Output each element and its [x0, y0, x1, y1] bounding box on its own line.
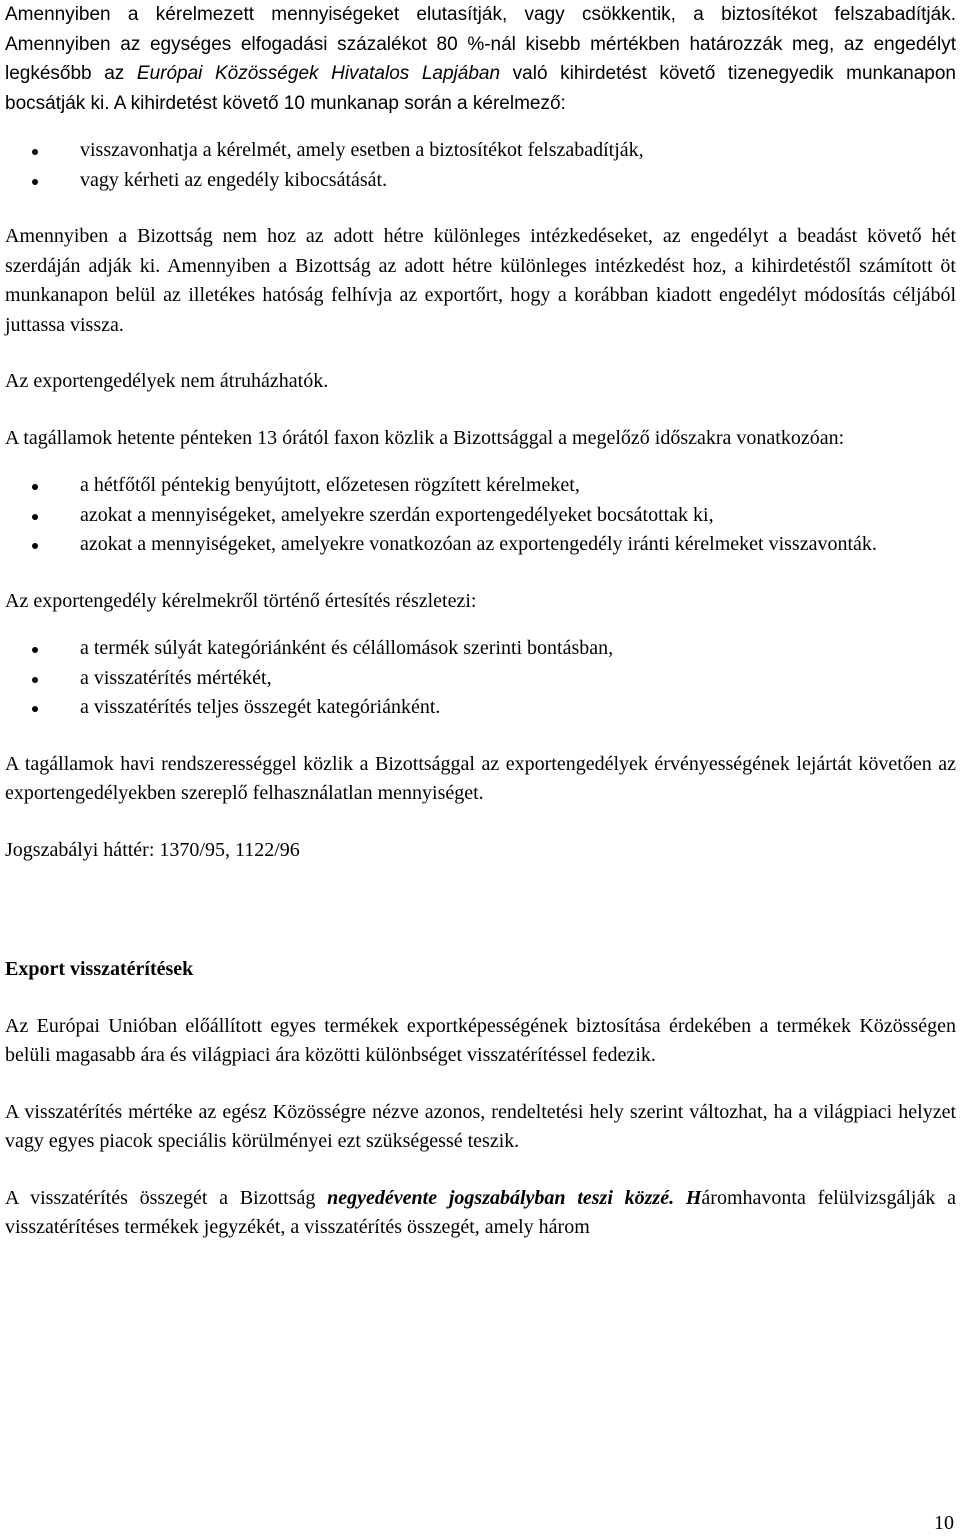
- list-item: a termék súlyát kategóriánként és célállomások szerinti bontásban,: [5, 634, 956, 664]
- paragraph-issuance: Amennyiben a Bizottság nem hoz az adott hétre különleges intézkedéseket, az engedélyt a beadást követő hét szerdáján adják ki. Amennyiben a Bizottság az adott hétre különleges intézkedést hoz, a kihirdetéstől számított öt munkanapon belül az illetékes hatóság felhívja az exportőrt, hogy a korábban kiadott engedélyt módosítás céljából juttassa vissza.: [5, 225, 956, 336]
- list-item: vagy kérheti az engedély kibocsátását.: [5, 166, 956, 196]
- paragraph-refund-amount: A visszatérítés összegét a Bizottság negyedévente jogszabályban teszi közzé. Háromhavonta felülvizsgálják a visszatérítéses termékek jegyzékét, a visszatérítés összegét, amely három: [5, 1186, 956, 1238]
- bullet-icon: [32, 149, 38, 155]
- paragraph-non-transferable: Az exportengedélyek nem átruházhatók.: [5, 370, 329, 392]
- bullet-icon: [32, 514, 38, 520]
- bullet-icon: [32, 484, 38, 490]
- emphasis-text: negyedévente jogszabályban teszi közzé. H: [327, 1186, 702, 1209]
- paragraph-weekly-fax: A tagállamok hetente pénteken 13 órától faxon közlik a Bizottsággal a megelőző időszakra vonatkozóan:: [5, 426, 845, 449]
- bullet-icon: [32, 677, 38, 683]
- list-item: visszavonhatja a kérelmét, amely esetben a biztosítékot felszabadítják,: [5, 136, 956, 166]
- bullet-icon: [32, 543, 38, 549]
- legal-basis: Jogszabályi háttér: 1370/95, 1122/96: [5, 838, 300, 861]
- intro-text-2: való kihirdetést követő tizenegyedik munkanapon bocsátják ki. A kihirdetést követő 10 munkanap során a kérelmező:: [5, 63, 957, 114]
- document-page: [5, 0, 956, 1243]
- page-number: 10: [934, 1512, 954, 1534]
- intro-italic-text: Európai Közösségek Hivatalos Lapjában: [136, 63, 501, 84]
- bullet-icon: [32, 179, 38, 185]
- bullet-icon: [32, 706, 38, 712]
- list-item: a hétfőtől péntekig benyújtott, előzetesen rögzített kérelmeket,: [5, 471, 956, 501]
- weekly-report-list: [5, 471, 956, 560]
- list-item: azokat a mennyiségeket, amelyekre vonatkozóan az exportengedély iránti kérelmeket visszavonták.: [5, 530, 956, 560]
- section-heading: Export visszatérítések: [5, 958, 194, 980]
- list-item: azokat a mennyiségeket, amelyekre szerdán exportengedélyeket bocsátottak ki,: [5, 501, 956, 531]
- list-item: a visszatérítés mértékét,: [5, 664, 956, 694]
- intro-text-1: Amennyiben a kérelmezett mennyiségeket elutasítják, vagy csökkentik, a biztosítékot felszabadítják. Amennyiben az egységes elfogadási százalékot 80 %-nál kisebb mértékben határozzák meg, az engedélyt legkésőbb az: [5, 4, 956, 84]
- applicant-options-list: [5, 136, 956, 195]
- paragraph-refund-purpose: Az Európai Unióban előállított egyes termékek exportképességének biztosítása érdekében a termékek Közösségen belüli magasabb ára és világpiaci ára közötti különbséget visszatérítéssel fedezik.: [5, 1014, 956, 1066]
- bullet-icon: [32, 647, 38, 653]
- list-item: a visszatérítés teljes összegét kategóriánként.: [5, 693, 956, 723]
- paragraph-monthly-report: A tagállamok havi rendszerességgel közlik a Bizottsággal az exportengedélyek érvényességének lejártát követően az exportengedélyekben szereplő felhasználatlan mennyiséget.: [5, 752, 956, 804]
- notification-details-list: [5, 634, 956, 723]
- paragraph-refund-rate: A visszatérítés mértéke az egész Közösségre nézve azonos, rendeltetési hely szerint változhat, ha a világpiaci helyzet vagy egyes piacok speciális körülményei ezt szükségessé teszik.: [5, 1100, 956, 1152]
- intro-paragraph: [5, 0, 956, 118]
- paragraph-notification-details: Az exportengedély kérelmekről történő értesítés részletezi:: [5, 589, 477, 612]
